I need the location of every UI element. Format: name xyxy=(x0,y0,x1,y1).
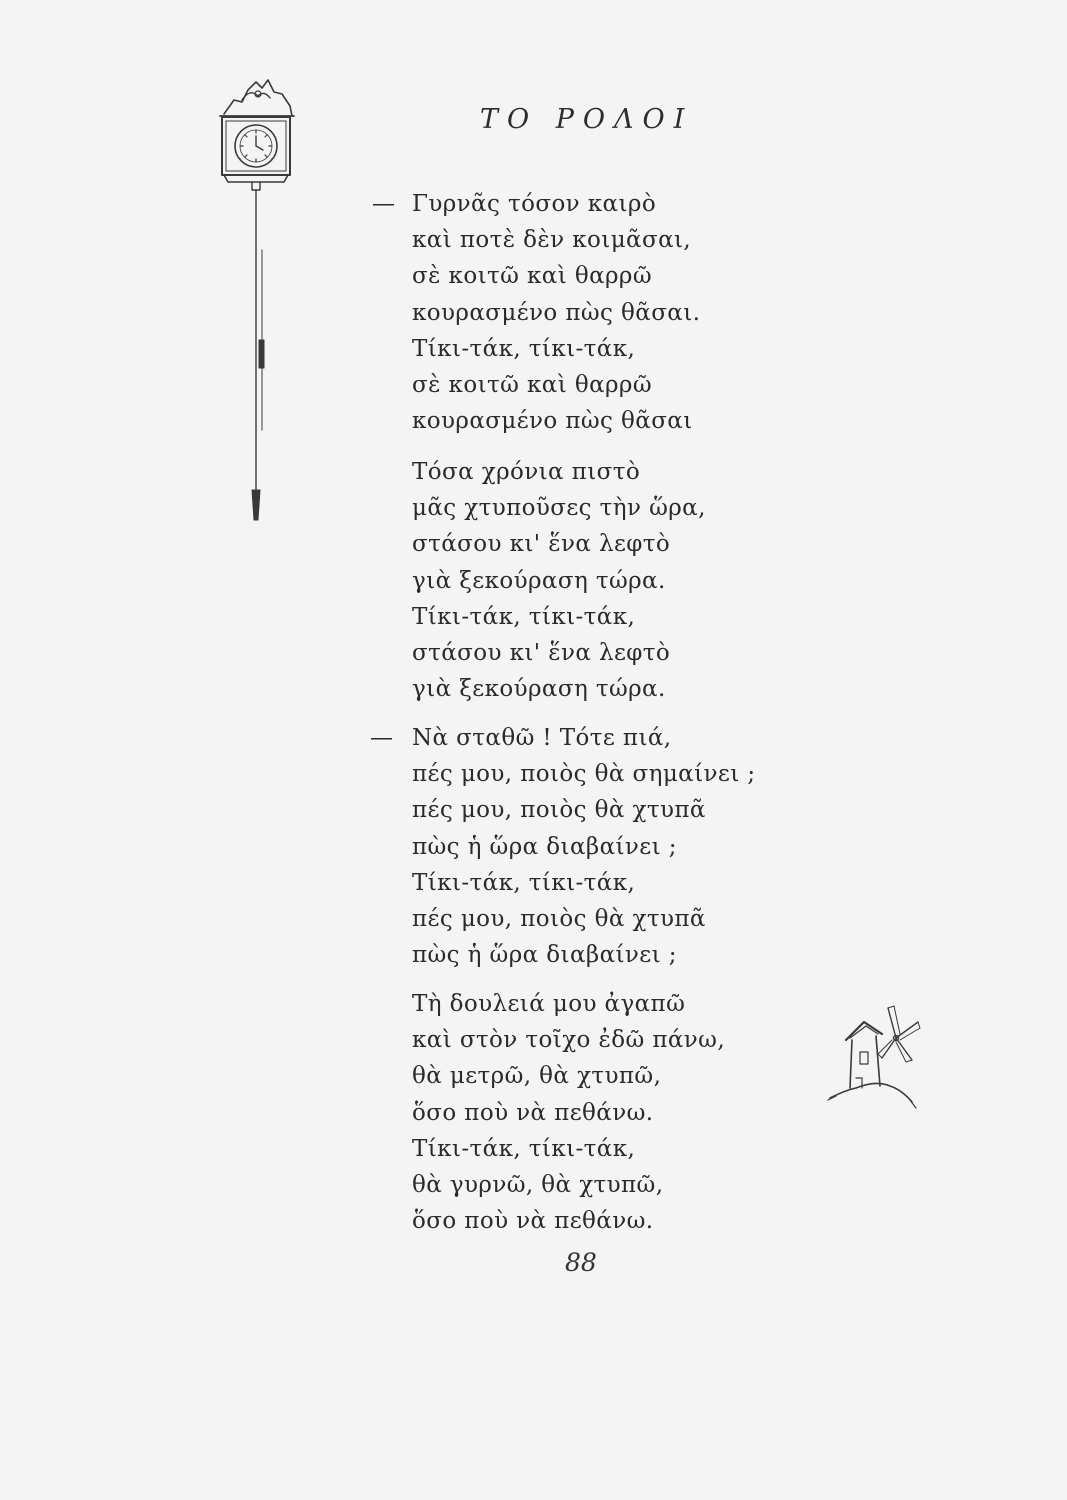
poem-line: Τόσα χρόνια πιστὸ xyxy=(412,459,641,485)
poem-line: στάσου κι' ἕνα λεφτὸ xyxy=(412,531,671,558)
poem-title: ΤΟ ΡΟΛΟΙ xyxy=(480,104,694,135)
page-number: 88 xyxy=(565,1248,597,1277)
poem-line: πές μου, ποιὸς θὰ σημαίνει ; xyxy=(412,761,756,788)
poem-line: Τίκι-τάκ, τίκι-τάκ, xyxy=(412,603,636,630)
stanza-4 xyxy=(412,986,725,1239)
poem-line: πὼς ἡ ὥρα διαβαίνει ; xyxy=(412,942,677,969)
stanza-1 xyxy=(412,186,700,439)
stanza-3 xyxy=(412,720,756,973)
poem-line: στάσου κι' ἕνα λεφτὸ xyxy=(412,639,671,666)
poem-line: ὅσο ποὺ νὰ πεθάνω. xyxy=(412,1099,654,1126)
poem-line: σὲ κοιτῶ καὶ θαρρῶ xyxy=(412,371,652,398)
windmill-icon xyxy=(826,1000,926,1110)
stanza-2 xyxy=(412,454,706,707)
pendulum-clock-icon xyxy=(212,70,302,530)
poem-line: θὰ μετρῶ, θὰ χτυπῶ, xyxy=(412,1063,662,1090)
poem-line: Τὴ δουλειά μου ἀγαπῶ xyxy=(412,991,686,1017)
poem-line: Τίκι-τάκ, τίκι-τάκ, xyxy=(412,1135,636,1162)
stanza-3-dash: — xyxy=(370,725,393,751)
poem-line: μᾶς χτυποῦσες τὴν ὥρα, xyxy=(412,495,706,522)
poem-line: πές μου, ποιὸς θὰ χτυπᾶ xyxy=(412,905,706,932)
poem-line: πές μου, ποιὸς θὰ χτυπᾶ xyxy=(412,797,706,824)
stanza-1-dash: — xyxy=(372,191,395,217)
poem-line: γιὰ ξεκούραση τώρα. xyxy=(412,567,666,594)
poem-line: καὶ στὸν τοῖχο ἐδῶ πάνω, xyxy=(412,1027,726,1054)
poem-line: Τίκι-τάκ, τίκι-τάκ, xyxy=(412,335,636,362)
poem-line: καὶ ποτὲ δὲν κοιμᾶσαι, xyxy=(412,227,692,254)
poem-line: κουρασμένο πὼς θᾶσαι xyxy=(412,408,693,435)
poem-line: πὼς ἡ ὥρα διαβαίνει ; xyxy=(412,833,677,860)
poem-line: Νὰ σταθῶ ! Τότε πιά, xyxy=(412,725,672,751)
poem-line: ὅσο ποὺ νὰ πεθάνω. xyxy=(412,1208,654,1235)
poem-line: Τίκι-τάκ, τίκι-τάκ, xyxy=(412,869,636,896)
poem-line: θὰ γυρνῶ, θὰ χτυπῶ, xyxy=(412,1171,664,1198)
poem-line: κουρασμένο πὼς θᾶσαι. xyxy=(412,299,701,326)
poem-line: Γυρνᾶς τόσον καιρὸ xyxy=(412,191,657,217)
poem-line: γιὰ ξεκούραση τώρα. xyxy=(412,676,666,703)
poem-line: σὲ κοιτῶ καὶ θαρρῶ xyxy=(412,263,652,290)
